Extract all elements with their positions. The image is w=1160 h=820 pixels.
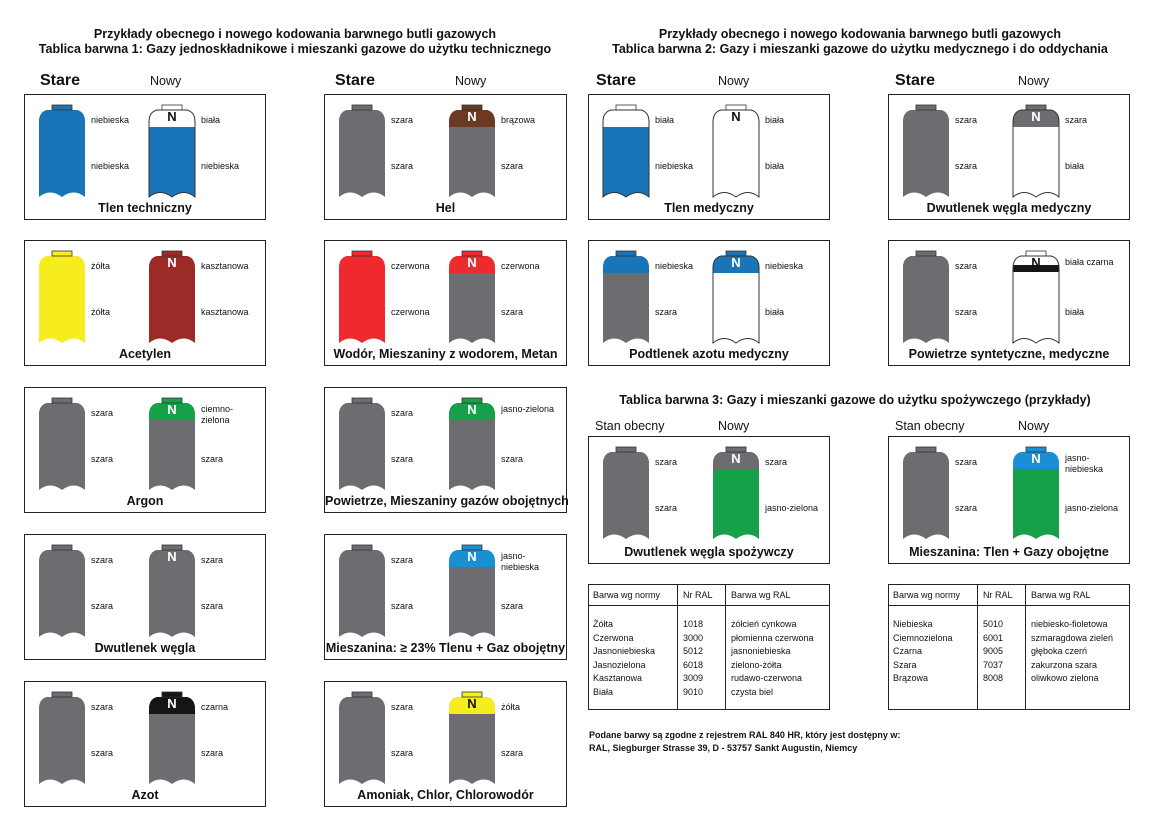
- gas-name: Mieszanina: Tlen + Gazy obojętne: [909, 545, 1109, 559]
- cylinder-valve: [52, 545, 72, 550]
- new-label-top: biała: [201, 115, 221, 125]
- ral-table-cell: 1018: [683, 619, 704, 629]
- cylinder-panel: [24, 534, 266, 660]
- gas-cylinder: [447, 105, 497, 201]
- ral-table-header: Barwa wg normy: [893, 590, 961, 600]
- new-label-top: jasno-​niebieska: [1065, 453, 1104, 474]
- old-label-bottom: szara: [655, 307, 678, 317]
- gas-cylinder: [337, 692, 387, 788]
- new-label-top: jasno-​zielona: [501, 404, 555, 414]
- gas-name: Hel: [435, 201, 456, 215]
- ral-table-column: [731, 618, 814, 699]
- cylinder-valve: [352, 545, 372, 550]
- old-label-top: szara: [391, 555, 414, 565]
- gas-cylinder: [37, 251, 87, 347]
- n-mark: N: [467, 549, 477, 564]
- new-label-bottom: biała: [1065, 161, 1085, 171]
- new-label-top: biała czarna: [1065, 257, 1114, 267]
- n-mark: N: [467, 255, 477, 270]
- column-heading-old: Stare: [596, 72, 637, 89]
- gas-name: Azot: [131, 788, 159, 802]
- ral-table-header-divider: [889, 605, 1129, 606]
- cylinder-valve: [352, 105, 372, 110]
- gas-name: Dwutlenek węgla spożywczy: [624, 545, 794, 559]
- table2-header: [585, 27, 1135, 57]
- old-label-top: szara: [91, 555, 114, 565]
- column-heading-new: Nowy: [455, 74, 487, 88]
- ral-table-column: [983, 618, 1003, 686]
- n-mark: N: [167, 255, 177, 270]
- new-label-bottom: biała: [1065, 307, 1085, 317]
- ral-table-cell: 3009: [683, 673, 704, 683]
- cylinder-panel: [324, 681, 567, 807]
- table1-header-line1: Przykłady obecnego i nowego kodowania barwnego butli gazowych: [93, 27, 497, 41]
- ral-table-column: [593, 618, 655, 699]
- new-label-bottom: szara: [201, 454, 224, 464]
- gas-cylinder: [37, 105, 87, 201]
- gas-cylinder: [337, 105, 387, 201]
- new-label-bottom: szara: [501, 601, 524, 611]
- gas-cylinder: [337, 251, 387, 347]
- ral-table-cell: Biała: [593, 686, 614, 697]
- cylinder-valve: [52, 251, 72, 256]
- gas-cylinder: [147, 105, 197, 201]
- gas-name: Dwutlenek węgla medyczny: [926, 201, 1092, 215]
- gas-cylinder: [1011, 251, 1061, 347]
- n-mark: N: [1031, 255, 1041, 270]
- old-label-bottom: szara: [91, 748, 114, 758]
- ral-table-cell: niebiesko-fioletowa: [1031, 619, 1108, 629]
- new-label-bottom: szara: [501, 454, 524, 464]
- new-label-top: szara: [1065, 115, 1088, 125]
- gas-name: Powietrze, Mieszaniny gazów obojętnych: [325, 494, 569, 508]
- new-label-bottom: kasztanowa: [201, 307, 249, 317]
- new-label-bottom: biała: [765, 307, 785, 317]
- old-label-bottom: szara: [391, 454, 414, 464]
- old-label-top: niebieska: [655, 261, 694, 271]
- ral-table-cell: 6001: [983, 632, 1004, 643]
- ral-table-cell: jasnoniebieska: [731, 646, 791, 656]
- old-label-top: szara: [391, 408, 414, 418]
- ral-table-cell: Żółta: [593, 619, 614, 629]
- gas-cylinder: [901, 251, 951, 347]
- old-label-top: szara: [91, 408, 114, 418]
- new-label-bottom: szara: [501, 307, 524, 317]
- old-label-bottom: niebieska: [655, 161, 694, 171]
- cylinder-valve: [916, 447, 936, 452]
- gas-cylinder: [711, 447, 761, 543]
- footer-note: [589, 729, 900, 754]
- ral-table-cell: Brązowa: [893, 673, 929, 683]
- gas-cylinder: [711, 251, 761, 347]
- cylinder-valve: [352, 251, 372, 256]
- n-mark: N: [731, 109, 741, 124]
- old-label-bottom: szara: [391, 161, 414, 171]
- gas-name: Podtlenek azotu medyczny: [629, 347, 789, 361]
- old-label-bottom: szara: [91, 454, 114, 464]
- old-label-bottom: szara: [391, 748, 414, 758]
- gas-cylinder: [37, 692, 87, 788]
- cylinder-panel: [24, 240, 266, 366]
- old-label-bottom: szara: [955, 307, 978, 317]
- footer-line1: Podane barwy są zgodne z rejestrem RAL 840 HR, który jest dostępny w:: [589, 730, 901, 740]
- old-label-top: szara: [391, 702, 414, 712]
- n-mark: N: [167, 549, 177, 564]
- ral-table-cell: czysta biel: [731, 686, 774, 697]
- new-label-bottom: jasno-​zielona: [1065, 503, 1119, 513]
- column-heading-new: Nowy: [718, 419, 750, 433]
- cylinder-panel: [324, 94, 567, 220]
- cylinder-panel: [324, 387, 567, 513]
- ral-table-cell: Szara: [893, 659, 917, 670]
- table2-header-line2: Tablica barwna 2: Gazy i mieszanki gazowe do użytku medycznego i do oddychania: [612, 42, 1108, 56]
- gas-cylinder: [601, 447, 651, 543]
- cylinder-panel: [24, 94, 266, 220]
- n-mark: N: [167, 109, 177, 124]
- gas-name: Wodór, Mieszaniny z wodorem, Metan: [333, 347, 558, 361]
- ral-table-cell: Czerwona: [593, 632, 634, 643]
- old-label-bottom: szara: [955, 161, 978, 171]
- n-mark: N: [167, 696, 177, 711]
- n-mark: N: [467, 109, 477, 124]
- cylinder-valve: [52, 692, 72, 697]
- column-heading-old: Stare: [335, 72, 376, 89]
- gas-name: Dwutlenek węgla: [94, 641, 196, 655]
- cylinder-valve: [916, 251, 936, 256]
- ral-table-cell: 8008: [983, 673, 1004, 683]
- ral-table-column-divider: [1025, 585, 1026, 709]
- cylinder-panel: [324, 534, 567, 660]
- new-label-top: czarna: [201, 702, 229, 712]
- n-mark: N: [467, 696, 477, 711]
- gas-name: Mieszanina: ≥ 23% Tlenu + Gaz obojętny: [325, 641, 566, 655]
- ral-table-header: Nr RAL: [983, 590, 1013, 600]
- column-heading-new: Nowy: [1018, 74, 1050, 88]
- ral-table-cell: głęboka czerń: [1031, 646, 1088, 656]
- cylinder-panel: [888, 94, 1130, 220]
- gas-cylinder: [447, 692, 497, 788]
- gas-name: Argon: [126, 494, 164, 508]
- gas-cylinder: [1011, 105, 1061, 201]
- ral-table-cell: 3000: [683, 632, 704, 643]
- ral-table-cell: Jasnoniebieska: [593, 646, 656, 656]
- column-heading-current: Stan obecny: [895, 419, 965, 433]
- old-label-top: niebieska: [91, 115, 130, 125]
- gas-cylinder: [447, 545, 497, 641]
- column-heading-old: Stare: [895, 72, 936, 89]
- new-label-top: kasztanowa: [201, 261, 249, 271]
- n-mark: N: [1031, 451, 1041, 466]
- cylinder-valve: [616, 251, 636, 256]
- gas-name: Tlen techniczny: [98, 201, 192, 215]
- new-label-top: jasno-​niebieska: [501, 551, 540, 572]
- old-label-top: szara: [391, 115, 414, 125]
- column-heading-old: Stare: [40, 72, 81, 89]
- old-label-top: szara: [955, 115, 978, 125]
- ral-table-cell: 6018: [683, 659, 704, 670]
- cylinder-valve: [616, 447, 636, 452]
- ral-table-cell: Ciemnozielona: [893, 632, 953, 643]
- old-label-bottom: szara: [655, 503, 678, 513]
- ral-table-header: Barwa wg RAL: [1031, 590, 1091, 600]
- gas-cylinder: [37, 545, 87, 641]
- old-label-bottom: szara: [391, 601, 414, 611]
- column-heading-current: Stan obecny: [595, 419, 665, 433]
- new-label-top: ciemno-​zielona: [201, 404, 234, 425]
- ral-table-cell: zakurzona szara: [1031, 659, 1098, 670]
- n-mark: N: [167, 402, 177, 417]
- cylinder-panel: [888, 240, 1130, 366]
- new-label-top: brązowa: [501, 115, 536, 125]
- old-label-bottom: czerwona: [391, 307, 430, 317]
- cylinder-panel: [588, 436, 830, 564]
- old-label-top: biała: [655, 115, 675, 125]
- column-heading-new: Nowy: [150, 74, 182, 88]
- gas-name: Acetylen: [118, 347, 172, 361]
- n-mark: N: [731, 451, 741, 466]
- new-label-top: szara: [765, 457, 788, 467]
- gas-cylinder: [601, 105, 651, 201]
- gas-cylinder: [37, 398, 87, 494]
- ral-table: [888, 584, 1130, 710]
- table1-header-line2: Tablica barwna 1: Gazy jednoskładnikowe i mieszanki gazowe do użytku technicznego: [38, 42, 552, 56]
- ral-table-cell: Czarna: [893, 646, 923, 656]
- cylinder-panel: [888, 436, 1130, 564]
- table3-title: Tablica barwna 3: Gazy i mieszanki gazowe do użytku spożywczego (przykłady): [619, 393, 1091, 407]
- ral-table-column-divider: [977, 585, 978, 709]
- new-label-top: niebieska: [765, 261, 804, 271]
- ral-table-cell: 5010: [983, 619, 1004, 629]
- column-heading-new: Nowy: [1018, 419, 1050, 433]
- ral-table-cell: 7037: [983, 659, 1004, 670]
- old-label-top: szara: [655, 457, 678, 467]
- old-label-bottom: żółta: [91, 307, 111, 317]
- new-label-top: czerwona: [501, 261, 540, 271]
- gas-cylinder: [601, 251, 651, 347]
- ral-table-cell: Kasztanowa: [593, 673, 643, 683]
- gas-cylinder: [147, 251, 197, 347]
- table1-header: [20, 27, 570, 57]
- new-label-top: żółta: [501, 702, 521, 712]
- gas-cylinder: [1011, 447, 1061, 543]
- gas-name: Amoniak, Chlor, Chlorowodór: [357, 788, 534, 802]
- gas-cylinder: [147, 692, 197, 788]
- n-mark: N: [1031, 109, 1041, 124]
- footer-line2: RAL, Siegburger Strasse 39, D - 53757 Sankt Augustin, Niemcy: [589, 742, 858, 753]
- cylinder-panel: [588, 240, 830, 366]
- new-label-bottom: jasno-​zielona: [765, 503, 819, 513]
- table2-header-line1: Przykłady obecnego i nowego kodowania barwnego butli gazowych: [658, 27, 1062, 41]
- ral-table-column: [1031, 618, 1113, 686]
- new-label-bottom: szara: [501, 748, 524, 758]
- ral-table-header: Nr RAL: [683, 590, 713, 600]
- new-label-bottom: szara: [501, 161, 524, 171]
- cylinder-panel: [324, 240, 567, 366]
- gas-cylinder: [147, 545, 197, 641]
- old-label-bottom: szara: [955, 503, 978, 513]
- column-heading-new: Nowy: [718, 74, 750, 88]
- gas-cylinder: [147, 398, 197, 494]
- cylinder-valve: [352, 692, 372, 697]
- old-label-top: żółta: [91, 261, 111, 271]
- ral-table-cell: oliwkowo zielona: [1031, 673, 1099, 683]
- gas-cylinder: [711, 105, 761, 201]
- ral-table-cell: 9005: [983, 646, 1004, 656]
- gas-cylinder: [337, 545, 387, 641]
- cylinder-panel: [24, 681, 266, 807]
- ral-table-cell: żółcień cynkowa: [731, 619, 797, 629]
- ral-table-cell: rudawo-czerwona: [731, 673, 803, 683]
- ral-table-column-divider: [677, 585, 678, 709]
- new-label-bottom: biała: [765, 161, 785, 171]
- ral-table-cell: płomienna czerwona: [731, 632, 814, 643]
- n-mark: N: [731, 255, 741, 270]
- gas-cylinder: [901, 447, 951, 543]
- ral-table-cell: szmaragdowa zieleń: [1031, 632, 1114, 643]
- cylinder-panel: [24, 387, 266, 513]
- cylinder-panel: [588, 94, 830, 220]
- ral-table-cell: Niebieska: [893, 619, 933, 629]
- n-mark: N: [467, 402, 477, 417]
- gas-cylinder: [337, 398, 387, 494]
- new-label-top: szara: [201, 555, 224, 565]
- ral-table-cell: zielono-żółta: [731, 659, 782, 670]
- new-label-bottom: szara: [201, 748, 224, 758]
- old-label-bottom: niebieska: [91, 161, 130, 171]
- old-label-top: szara: [955, 261, 978, 271]
- cylinder-valve: [52, 105, 72, 110]
- ral-table-header: Barwa wg RAL: [731, 590, 791, 600]
- ral-table-column: [893, 618, 953, 686]
- ral-table: [588, 584, 830, 710]
- cylinder-valve: [916, 105, 936, 110]
- new-label-bottom: niebieska: [201, 161, 240, 171]
- gas-cylinder: [447, 251, 497, 347]
- new-label-bottom: szara: [201, 601, 224, 611]
- gas-cylinder: [447, 398, 497, 494]
- cylinder-valve: [352, 398, 372, 403]
- cylinder-valve: [52, 398, 72, 403]
- ral-table-column-divider: [725, 585, 726, 709]
- gas-name: Powietrze syntetyczne, medyczne: [908, 347, 1110, 361]
- ral-table-cell: Jasnozielona: [593, 659, 646, 670]
- old-label-bottom: szara: [91, 601, 114, 611]
- cylinder-valve: [616, 105, 636, 110]
- ral-table-cell: 9010: [683, 686, 704, 697]
- ral-table-header-divider: [589, 605, 829, 606]
- ral-table-cell: 5012: [683, 646, 704, 656]
- old-label-top: szara: [91, 702, 114, 712]
- old-label-top: szara: [955, 457, 978, 467]
- gas-name: Tlen medyczny: [664, 201, 754, 215]
- new-label-top: biała: [765, 115, 785, 125]
- old-label-top: czerwona: [391, 261, 430, 271]
- ral-table-header: Barwa wg normy: [593, 590, 661, 600]
- gas-cylinder: [901, 105, 951, 201]
- ral-table-column: [683, 618, 703, 699]
